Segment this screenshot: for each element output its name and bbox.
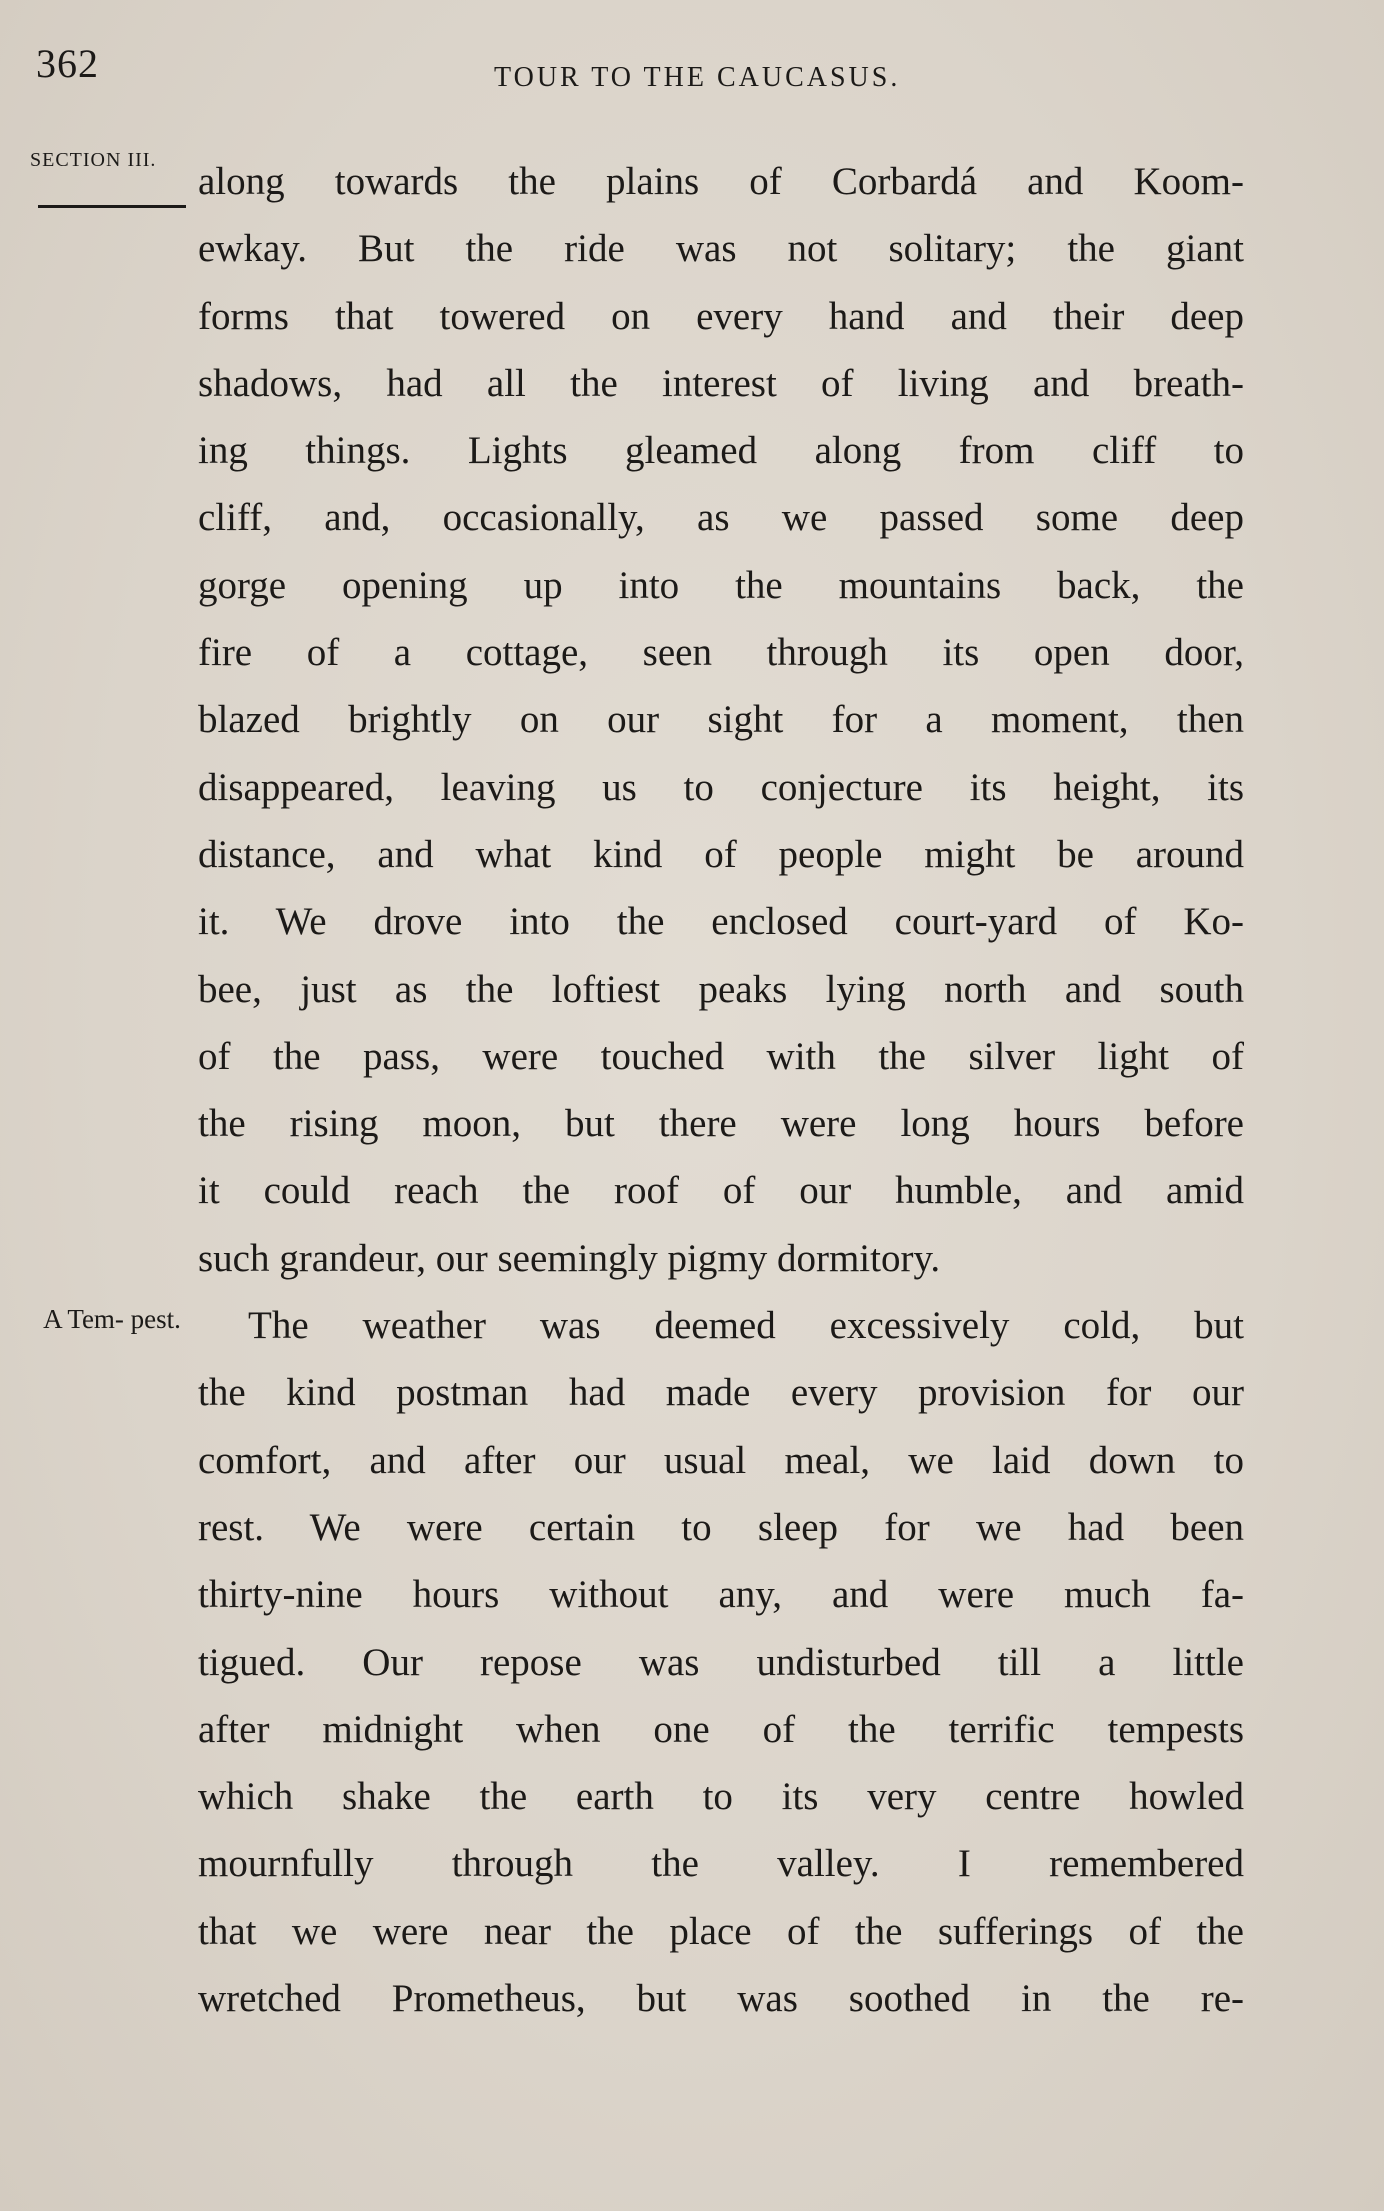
text-line: forms that towered on every hand and their deep: [198, 294, 1244, 338]
text-line: comfort, and after our usual meal, we laid down to: [198, 1438, 1244, 1482]
text-line: fire of a cottage, seen through its open door,: [198, 631, 1244, 675]
text-line: wretched Prometheus, but was soothed in the re-: [198, 1977, 1244, 2021]
section-rule: [38, 205, 186, 208]
text-line: which shake the earth to its very centre howled: [198, 1775, 1244, 1819]
text-line: after midnight when one of the terrific tempests: [198, 1707, 1244, 1751]
text-line: the rising moon, but there were long hours before: [198, 1102, 1244, 1146]
margin-note: A Tem- pest.: [43, 1304, 181, 1334]
text-line: gorge opening up into the mountains back, the: [198, 563, 1244, 607]
text-line: rest. We were certain to sleep for we had been: [198, 1505, 1244, 1549]
text-line: such grandeur, our seemingly pigmy dormitory.: [198, 1236, 941, 1280]
text-line: shadows, had all the interest of living and breath-: [198, 361, 1244, 405]
text-line: mournfully through the valley. I remembered: [198, 1842, 1244, 1886]
running-title: TOUR TO THE CAUCASUS.: [494, 62, 901, 93]
text-line: it. We drove into the enclosed court-yard of Ko-: [198, 900, 1244, 944]
text-line: bee, just as the loftiest peaks lying north and south: [198, 967, 1244, 1011]
text-line: it could reach the roof of our humble, and amid: [198, 1169, 1244, 1213]
text-line: ing things. Lights gleamed along from cliff to: [198, 429, 1244, 473]
text-line: the kind postman had made every provision for our: [198, 1371, 1244, 1415]
text-line: along towards the plains of Corbardá and Koom-: [198, 160, 1244, 203]
text-line: distance, and what kind of people might be around: [198, 832, 1244, 876]
text-line: cliff, and, occasionally, as we passed some deep: [198, 496, 1244, 540]
text-line: tigued. Our repose was undisturbed till a little: [198, 1640, 1244, 1684]
section-label: SECTION III.: [30, 149, 157, 171]
text-line: of the pass, were touched with the silver light of: [198, 1034, 1244, 1078]
text-line: that we were near the place of the sufferings of the: [198, 1909, 1244, 1953]
page-number: 362: [36, 41, 99, 86]
text-line: thirty-nine hours without any, and were much fa-: [198, 1573, 1244, 1617]
text-line: disappeared, leaving us to conjecture its height, its: [198, 765, 1244, 809]
text-line: ewkay. But the ride was not solitary; the giant: [198, 227, 1244, 271]
text-line: blazed brightly on our sight for a moment, then: [198, 698, 1244, 742]
text-line: The weather was deemed excessively cold, but: [248, 1304, 1244, 1348]
body-text: [198, 148, 1244, 2032]
